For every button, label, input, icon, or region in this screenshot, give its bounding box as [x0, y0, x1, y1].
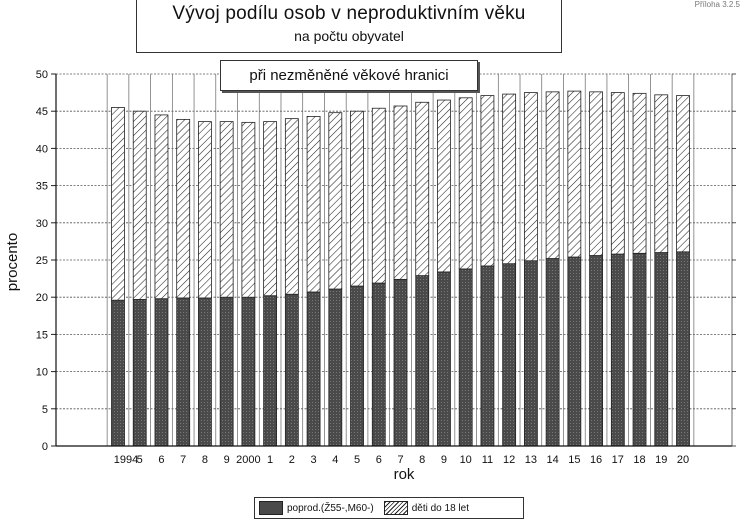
y-tick-label: 25: [35, 255, 48, 267]
bar-deti: [285, 119, 298, 295]
bar-poprod: [155, 299, 168, 446]
bar-poprod: [633, 253, 646, 446]
legend: [254, 497, 524, 519]
bar-deti: [133, 111, 146, 299]
bar-deti: [155, 115, 168, 299]
legend-swatch-dark: [259, 501, 283, 515]
y-tick-label: 40: [35, 143, 48, 156]
x-tick-label: 13: [524, 454, 538, 466]
x-tick-label: 9: [223, 454, 230, 466]
bar-poprod: [677, 252, 690, 446]
bar-poprod: [524, 261, 537, 446]
bar-poprod: [177, 298, 190, 446]
corner-label: Příloha 3.2.5: [694, 0, 740, 9]
bar-deti: [459, 98, 472, 269]
x-tick-label: 1: [267, 454, 274, 466]
bar-deti: [394, 106, 407, 279]
x-tick-label: 20: [676, 454, 690, 466]
bar-deti: [524, 93, 537, 261]
x-tick-label: 2000: [236, 454, 261, 466]
x-tick-label: 12: [503, 454, 516, 466]
x-tick-label: 5: [353, 454, 361, 466]
bar-deti: [503, 94, 516, 264]
bar-poprod: [264, 296, 277, 446]
x-tick-label: 10: [459, 454, 472, 466]
bar-poprod: [416, 276, 429, 446]
bar-poprod: [546, 259, 559, 446]
y-tick-label: 45: [35, 106, 48, 119]
x-tick-label: 1994: [113, 454, 139, 466]
bar-poprod: [242, 297, 255, 446]
bar-poprod: [503, 264, 516, 446]
bar-deti: [177, 119, 190, 298]
bar-deti: [242, 122, 255, 297]
chart-subtitle: na počtu obyvatel: [294, 28, 404, 44]
bar-deti: [307, 116, 320, 292]
bar-poprod: [394, 279, 407, 446]
bar-poprod: [459, 269, 472, 446]
x-tick-label: 6: [375, 454, 382, 466]
x-tick-label: 8: [419, 454, 426, 466]
legend-label-poprod: poprod.(Ž55-,M60-): [287, 502, 374, 514]
x-tick-label: 19: [655, 454, 668, 466]
y-tick-label: 0: [41, 441, 48, 453]
bar-poprod: [198, 298, 211, 446]
y-tick-label: 30: [35, 217, 48, 230]
bar-poprod: [481, 266, 494, 446]
chart-title: Vývoj podílu osob v neproduktivním věku: [172, 3, 526, 24]
x-tick-label: 6: [158, 454, 165, 466]
bar-deti: [112, 107, 125, 300]
bar-deti: [677, 96, 690, 252]
x-tick-labels: [114, 454, 689, 466]
x-tick-label: 4: [332, 454, 339, 466]
bar-deti: [416, 102, 429, 275]
x-tick-label: 5: [136, 454, 143, 466]
x-tick-label: 7: [180, 454, 187, 466]
bar-deti: [264, 122, 277, 296]
bar-poprod: [220, 297, 233, 446]
x-tick-label: 16: [589, 454, 603, 466]
bar-poprod: [568, 257, 581, 446]
y-tick-labels: [36, 69, 48, 453]
legend-item-poprod: [259, 501, 374, 515]
bar-deti: [611, 93, 624, 254]
bar-poprod: [351, 286, 364, 446]
legend-swatch-hatch: [384, 501, 408, 515]
y-tick-label: 50: [35, 69, 48, 81]
x-tick-label: 17: [611, 454, 624, 466]
bar-poprod: [133, 299, 146, 446]
bar-poprod: [372, 283, 385, 446]
x-axis-label: rok: [393, 466, 415, 483]
y-tick-label: 35: [35, 180, 48, 193]
bar-poprod: [590, 256, 603, 446]
bar-deti: [220, 122, 233, 298]
x-tick-label: 9: [440, 454, 448, 466]
legend-label-deti: děti do 18 let: [411, 502, 469, 514]
bar-deti: [590, 92, 603, 256]
bar-poprod: [112, 300, 125, 446]
x-tick-label: 3: [310, 454, 317, 466]
y-tick-label: 5: [41, 403, 48, 416]
bar-deti: [546, 92, 559, 259]
bar-poprod: [611, 254, 624, 446]
bar-deti: [633, 93, 646, 253]
y-axis-label: procento: [4, 232, 21, 292]
x-tick-label: 2: [288, 454, 295, 466]
bar-deti: [437, 100, 450, 272]
bar-poprod: [285, 294, 298, 446]
y-tick-label: 20: [35, 292, 48, 305]
bar-deti: [568, 91, 581, 257]
x-tick-label: 18: [633, 454, 646, 466]
bar-deti: [329, 113, 342, 289]
bar-deti: [372, 108, 385, 283]
bar-deti: [481, 96, 494, 266]
y-tick-label: 10: [35, 366, 48, 379]
annotation-box: při nezměněné věkové hranici: [220, 60, 478, 91]
x-tick-label: 14: [546, 454, 559, 466]
title-box: [136, 0, 562, 53]
x-tick-label: 7: [397, 454, 404, 466]
bars-group: [112, 91, 690, 446]
bar-poprod: [655, 253, 668, 446]
bar-deti: [351, 111, 364, 286]
x-tick-label: 8: [201, 454, 208, 466]
legend-item-deti: [384, 501, 469, 515]
bar-poprod: [437, 272, 450, 446]
bar-poprod: [307, 292, 320, 446]
bar-poprod: [329, 289, 342, 446]
x-tick-label: 15: [568, 454, 581, 466]
bar-deti: [655, 95, 668, 253]
bar-deti: [198, 122, 211, 298]
x-tick-label: 11: [481, 454, 494, 466]
y-tick-label: 15: [35, 329, 48, 342]
